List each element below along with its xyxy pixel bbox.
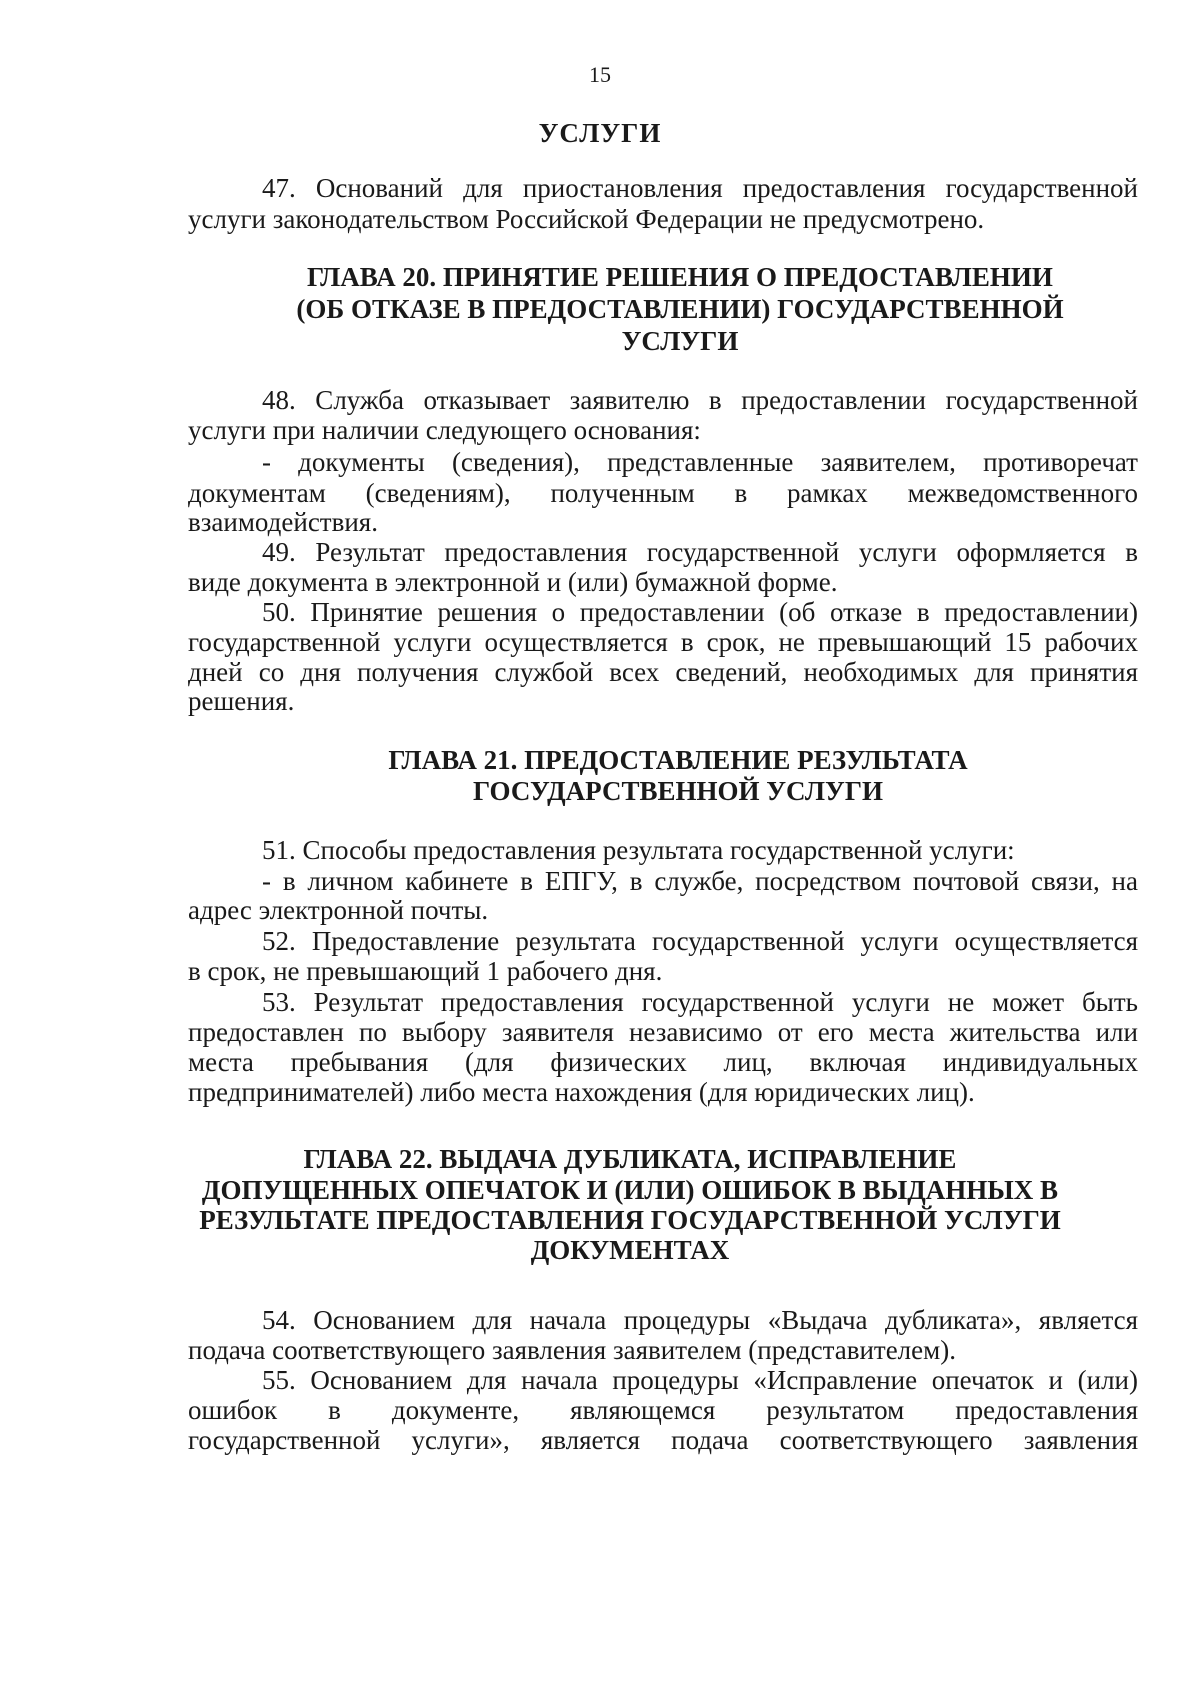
paragraph-50-line: дней со дня получения службой всех сведений, необходимых для принятия (188, 657, 1138, 687)
paragraph-48-line: взаимодействия. (188, 507, 378, 537)
paragraph-52-line: в срок, не превышающий 1 рабочего дня. (188, 956, 663, 986)
paragraph-51-line: - в личном кабинете в ЕПГУ, в службе, посредством почтовой связи, на (262, 866, 1138, 896)
chapter-21-heading-line: ГОСУДАРСТВЕННОЙ УСЛУГИ (473, 776, 883, 806)
paragraph-54-line: подача соответствующего заявления заявителем (представителем). (188, 1335, 956, 1365)
paragraph-51-line: адрес электронной почты. (188, 895, 489, 925)
chapter-22-heading-line: ДОПУЩЕННЫХ ОПЕЧАТОК И (ИЛИ) ОШИБОК В ВЫДАННЫХ В (201, 1175, 1059, 1205)
chapter-22-heading-line: ДОКУМЕНТАХ (530, 1235, 730, 1265)
paragraph-53-line: предоставлен по выбору заявителя независимо от его места жительства или (188, 1017, 1138, 1047)
chapter-20-heading-line: (ОБ ОТКАЗЕ В ПРЕДОСТАВЛЕНИИ) ГОСУДАРСТВЕННОЙ (296, 294, 1064, 324)
paragraph-49-line: 49. Результат предоставления государственной услуги оформляется в (262, 537, 1138, 567)
paragraph-51-line: 51. Способы предоставления результата государственной услуги: (262, 835, 1015, 865)
chapter-22-heading-line: РЕЗУЛЬТАТЕ ПРЕДОСТАВЛЕНИЯ ГОСУДАРСТВЕННОЙ УСЛУГИ (199, 1205, 1061, 1235)
paragraph-52-line: 52. Предоставление результата государственной услуги осуществляется (262, 926, 1138, 956)
chapter-20-heading-line: ГЛАВА 20. ПРИНЯТИЕ РЕШЕНИЯ О ПРЕДОСТАВЛЕНИИ (307, 262, 1053, 292)
chapter-20-heading-line: УСЛУГИ (621, 326, 739, 356)
paragraph-48-line: услуги при наличии следующего основания: (188, 415, 701, 445)
paragraph-49-line: виде документа в электронной и (или) бумажной форме. (188, 567, 838, 597)
paragraph-50-line: государственной услуги осуществляется в срок, не превышающий 15 рабочих (188, 627, 1138, 657)
paragraph-48-line: - документы (сведения), представленные заявителем, противоречат (262, 447, 1138, 477)
page-number: 15 (589, 62, 611, 87)
paragraph-53-line: предпринимателей) либо места нахождения (для юридических лиц). (188, 1077, 975, 1107)
paragraph-54-line: 54. Основанием для начала процедуры «Выдача дубликата», является (262, 1305, 1138, 1335)
chapter-21-heading-line: ГЛАВА 21. ПРЕДОСТАВЛЕНИЕ РЕЗУЛЬТАТА (388, 745, 968, 775)
paragraph-55-line: 55. Основанием для начала процедуры «Исправление опечаток и (или) (262, 1365, 1138, 1395)
paragraph-48-line: 48. Служба отказывает заявителю в предоставлении государственной (262, 385, 1138, 415)
paragraph-55-line: государственной услуги», является подача соответствующего заявления (188, 1425, 1138, 1455)
paragraph-47-line: услуги законодательством Российской Федерации не предусмотрено. (188, 204, 985, 234)
paragraph-50-line: 50. Принятие решения о предоставлении (об отказе в предоставлении) (262, 597, 1138, 627)
paragraph-53-line: места пребывания (для физических лиц, включая индивидуальных (188, 1047, 1138, 1077)
chapter-22-heading-line: ГЛАВА 22. ВЫДАЧА ДУБЛИКАТА, ИСПРАВЛЕНИЕ (303, 1144, 957, 1174)
paragraph-47-line: 47. Оснований для приостановления предоставления государственной (262, 173, 1138, 203)
paragraph-50-line: решения. (188, 686, 295, 716)
paragraph-53-line: 53. Результат предоставления государственной услуги не может быть (262, 987, 1138, 1017)
paragraph-55-line: ошибок в документе, являющемся результатом предоставления (188, 1395, 1138, 1425)
paragraph-48-line: документам (сведениям), полученным в рамках межведомственного (188, 478, 1138, 508)
heading-fragment: УСЛУГИ (538, 118, 662, 148)
